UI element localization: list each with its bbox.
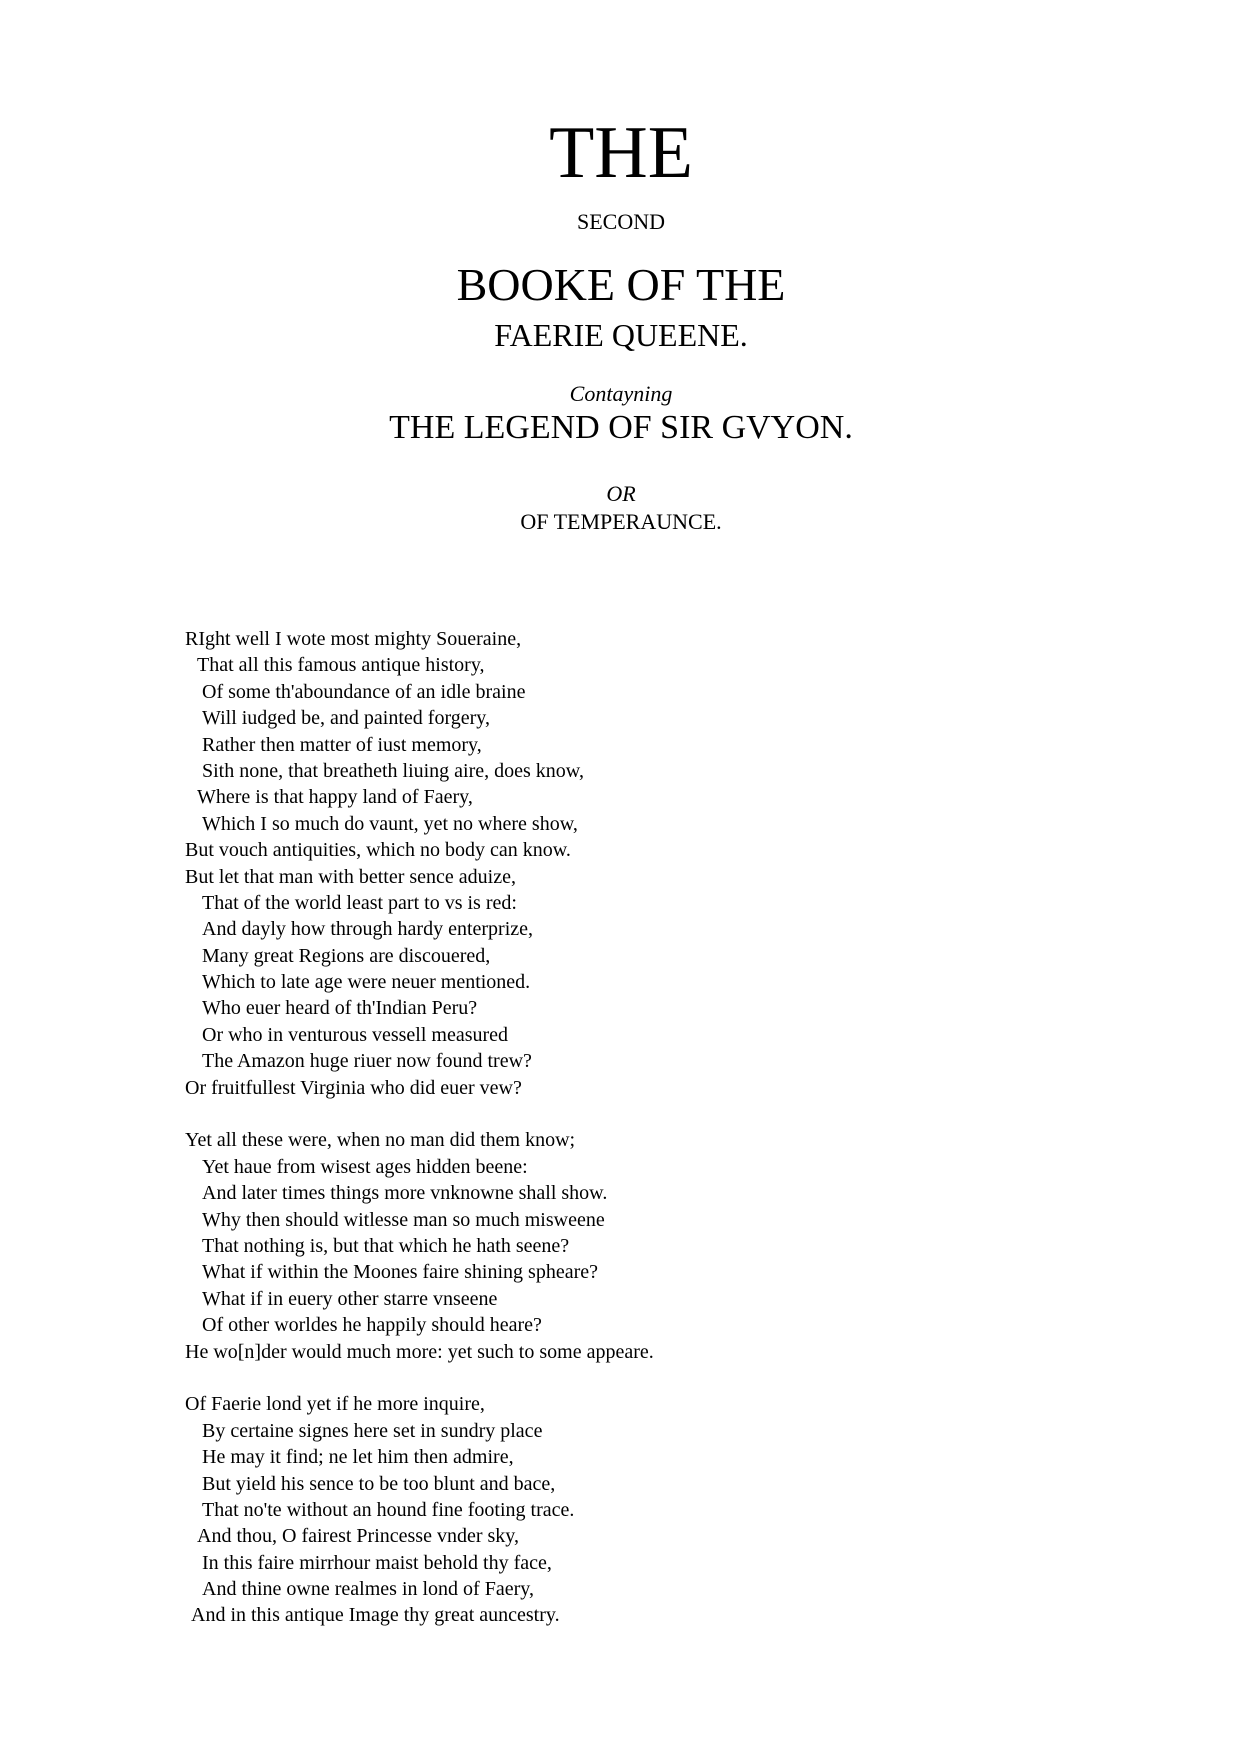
poem-line: Where is that happy land of Faery,	[197, 786, 473, 809]
poem-line: Will iudged be, and painted forgery,	[202, 707, 490, 730]
poem-line: Many great Regions are discouered,	[202, 944, 491, 967]
poem-line: Or fruitfullest Virginia who did euer vew?	[185, 1076, 522, 1099]
title-faerie-queene: FAERIE QUEENE.	[494, 317, 748, 353]
title-second: SECOND	[576, 209, 665, 234]
poem-line: What if in euery other starre vnseene	[202, 1287, 498, 1310]
poem-line: What if within the Moones faire shining spheare?	[202, 1261, 598, 1284]
stanza-2	[185, 1127, 1085, 1365]
poem	[185, 626, 1085, 1655]
poem-line: The Amazon huge riuer now found trew?	[202, 1050, 532, 1073]
poem-line: Yet haue from wisest ages hidden beene:	[202, 1155, 528, 1178]
poem-line: That of the world least part to vs is red:	[202, 891, 517, 914]
poem-line: Of Faerie lond yet if he more inquire,	[185, 1393, 485, 1416]
title-or: OR	[606, 481, 636, 506]
poem-line: He may it find; ne let him then admire,	[202, 1446, 514, 1469]
poem-line: And thou, O fairest Princesse vnder sky,	[197, 1525, 519, 1548]
poem-line: He wo[n]der would much more: yet such to some appeare.	[185, 1340, 654, 1363]
poem-line: Sith none, that breatheth liuing aire, does know,	[202, 759, 584, 782]
poem-line: Rather then matter of iust memory,	[202, 733, 482, 756]
poem-line: Which to late age were neuer mentioned.	[202, 971, 531, 994]
poem-line: And later times things more vnknowne shall show.	[202, 1182, 608, 1205]
poem-line: That no'te without an hound fine footing trace.	[202, 1498, 575, 1521]
title-contayning: Contayning	[569, 381, 673, 406]
poem-line: Of some th'aboundance of an idle braine	[202, 680, 526, 703]
poem-line: Which I so much do vaunt, yet no where show,	[202, 812, 578, 835]
stanza-1	[185, 626, 1085, 1101]
poem-line: And thine owne realmes in lond of Faery,	[202, 1578, 534, 1601]
poem-line: Why then should witlesse man so much misweene	[202, 1208, 605, 1231]
poem-line: Who euer heard of th'Indian Peru?	[202, 997, 478, 1020]
stanza-3	[185, 1391, 1085, 1629]
poem-line: But let that man with better sence aduize,	[185, 865, 516, 888]
title-legend: THE LEGEND OF SIR GVYON.	[389, 409, 853, 446]
poem-line: But yield his sence to be too blunt and bace,	[202, 1472, 556, 1495]
poem-line: Yet all these were, when no man did them know;	[185, 1129, 576, 1152]
poem-line: And in this antique Image thy great auncestry.	[191, 1604, 560, 1627]
poem-line: Or who in venturous vessell measured	[202, 1023, 509, 1046]
title-booke: BOOKE OF THE	[456, 259, 786, 310]
poem-line: By certaine signes here set in sundry place	[202, 1419, 543, 1442]
title-the: THE	[549, 112, 693, 194]
poem-line: And dayly how through hardy enterprize,	[202, 918, 534, 941]
poem-line: Of other worldes he happily should heare?	[202, 1314, 542, 1337]
poem-line: RIght well I wote most mighty Soueraine,	[185, 628, 522, 650]
poem-line: That all this famous antique history,	[197, 654, 485, 677]
poem-line: That nothing is, but that which he hath seene?	[202, 1234, 570, 1257]
poem-line: In this faire mirrhour maist behold thy face,	[202, 1551, 552, 1574]
title-temperaunce: OF TEMPERAUNCE.	[520, 509, 722, 534]
poem-line: But vouch antiquities, which no body can know.	[185, 839, 571, 862]
